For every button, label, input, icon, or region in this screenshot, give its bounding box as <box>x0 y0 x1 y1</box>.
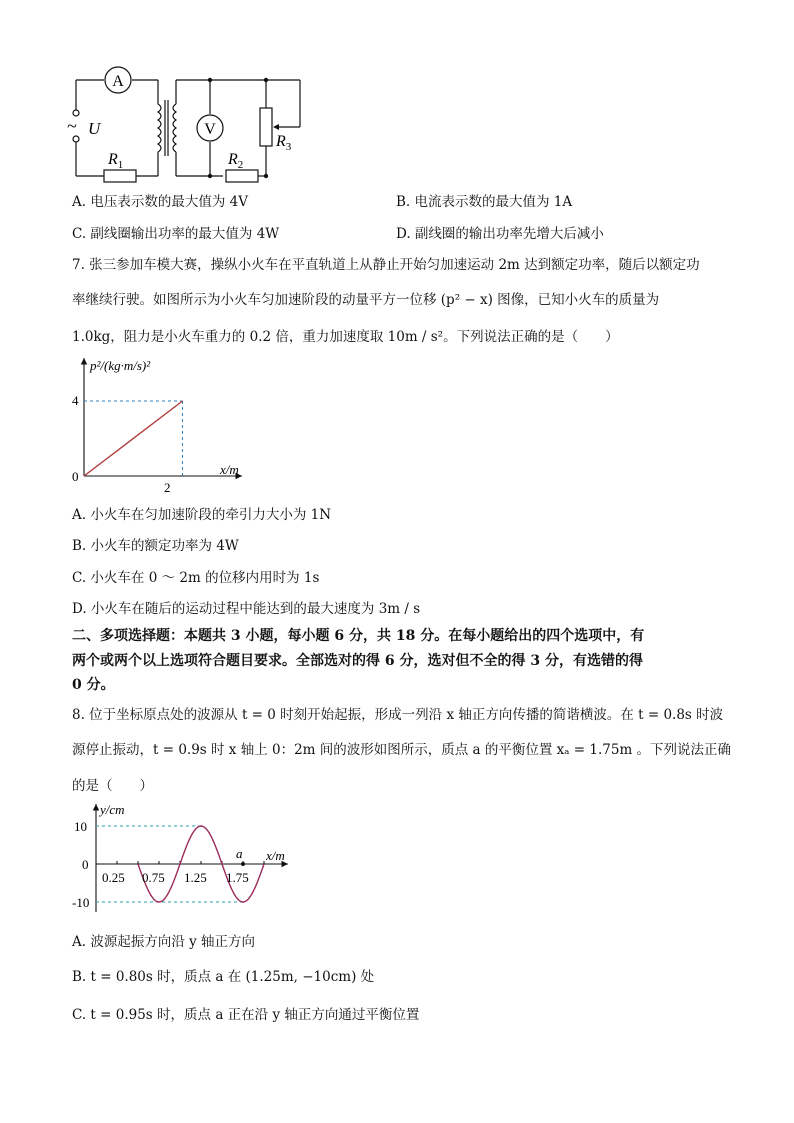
q8-point-a-marker <box>241 862 245 866</box>
q8-y-tick-10: 10 <box>74 819 87 834</box>
q8-y-axis-label: y/cm <box>100 802 125 817</box>
q7-x-tick-label: 2 <box>164 480 171 495</box>
r2-label: $R_2$ <box>228 151 244 171</box>
q8-x-tick-1-75: 1.75 <box>226 870 249 885</box>
q6-option-a: A. 电压表示数的最大值为 4V <box>72 194 248 210</box>
q8-x-tick-1-25: 1.25 <box>184 870 207 885</box>
q8-x-axis-label: x/m <box>266 848 285 863</box>
ammeter-label: A <box>112 73 124 90</box>
q7-stem-line-1: 7. 张三参加车模大赛，操纵小火车在平直轨道上从静止开始匀加速运动 2m 达到额定功率，随后以额定功 <box>72 257 700 273</box>
ac-source-symbol: ~ <box>67 116 77 136</box>
q8-stem-line-1: 8. 位于坐标原点处的波源从 t = 0 时刻开始起振，形成一列沿 x 轴正方向传播的简谐横波。在 t = 0.8s 时波 <box>72 707 724 723</box>
q7-option-d: D. 小火车在随后的运动过程中能达到的最大速度为 3m / s <box>72 601 421 617</box>
section-2-heading-line-2: 两个或两个以上选项符合题目要求。全部选对的得 6 分，选对但不全的得 3 分，有选错的得 <box>72 653 643 669</box>
q8-option-a: A. 波源起振方向沿 y 轴正方向 <box>72 934 256 950</box>
section-2-heading-line-1: 二、多项选择题：本题共 3 小题，每小题 6 分，共 18 分。在每小题给出的四个选项中，有 <box>72 628 645 644</box>
q7-option-b: B. 小火车的额定功率为 4W <box>72 538 239 554</box>
transformer-circuit-diagram <box>60 60 320 190</box>
q8-option-c: C. t = 0.95s 时，质点 a 正在沿 y 轴正方向通过平衡位置 <box>72 1007 420 1023</box>
q7-momentum-squared-chart <box>64 352 264 498</box>
q7-series-line <box>84 401 182 476</box>
q6-option-c: C. 副线圈输出功率的最大值为 4W <box>72 226 280 242</box>
q8-y-tick-neg10: -10 <box>72 895 90 910</box>
q8-x-tick-0-25: 0.25 <box>102 870 125 885</box>
r1-label: $R_1$ <box>108 151 124 171</box>
q7-option-c: C. 小火车在 0 ～ 2m 的位移内用时为 1s <box>72 570 320 586</box>
q8-option-b: B. t = 0.80s 时，质点 a 在 (1.25m, −10cm) 处 <box>72 969 375 985</box>
q8-waveform-chart <box>66 800 296 916</box>
q7-stem-line-3: 1.0kg，阻力是小火车重力的 0.2 倍，重力加速度取 10m / s²。下列说法正确的是（ ） <box>72 329 619 345</box>
q6-option-d: D. 副线圈的输出功率先增大后减小 <box>396 226 604 242</box>
q7-origin-label: 0 <box>72 469 79 484</box>
q8-stem-line-2: 源停止振动，t = 0.9s 时 x 轴上 0：2m 间的波形如图所示，质点 a 的平衡位置 xₐ = 1.75m 。下列说法正确 <box>72 742 732 758</box>
q6-option-b: B. 电流表示数的最大值为 1A <box>396 194 573 210</box>
q8-stem-line-3: 的是（ ） <box>72 778 153 794</box>
voltmeter-label: V <box>204 121 216 138</box>
q8-point-a-label: a <box>236 846 243 861</box>
r3-label: $R_3$ <box>276 133 292 153</box>
q7-option-a: A. 小火车在匀加速阶段的牵引力大小为 1N <box>72 507 332 523</box>
q7-x-axis-label: x/m <box>220 462 239 477</box>
source-voltage-label: U <box>88 119 101 138</box>
section-2-heading-line-3: 0 分。 <box>72 677 115 693</box>
q7-y-axis-label: p²/(kg·m/s)² <box>90 358 151 373</box>
q7-y-tick-label: 4 <box>72 393 79 408</box>
q8-y-tick-0: 0 <box>82 857 89 872</box>
q8-x-tick-0-75: 0.75 <box>142 870 165 885</box>
q7-stem-line-2: 率继续行驶。如图所示为小火车匀加速阶段的动量平方一位移 (p² − x) 图像，已知小火车的质量为 <box>72 292 660 308</box>
